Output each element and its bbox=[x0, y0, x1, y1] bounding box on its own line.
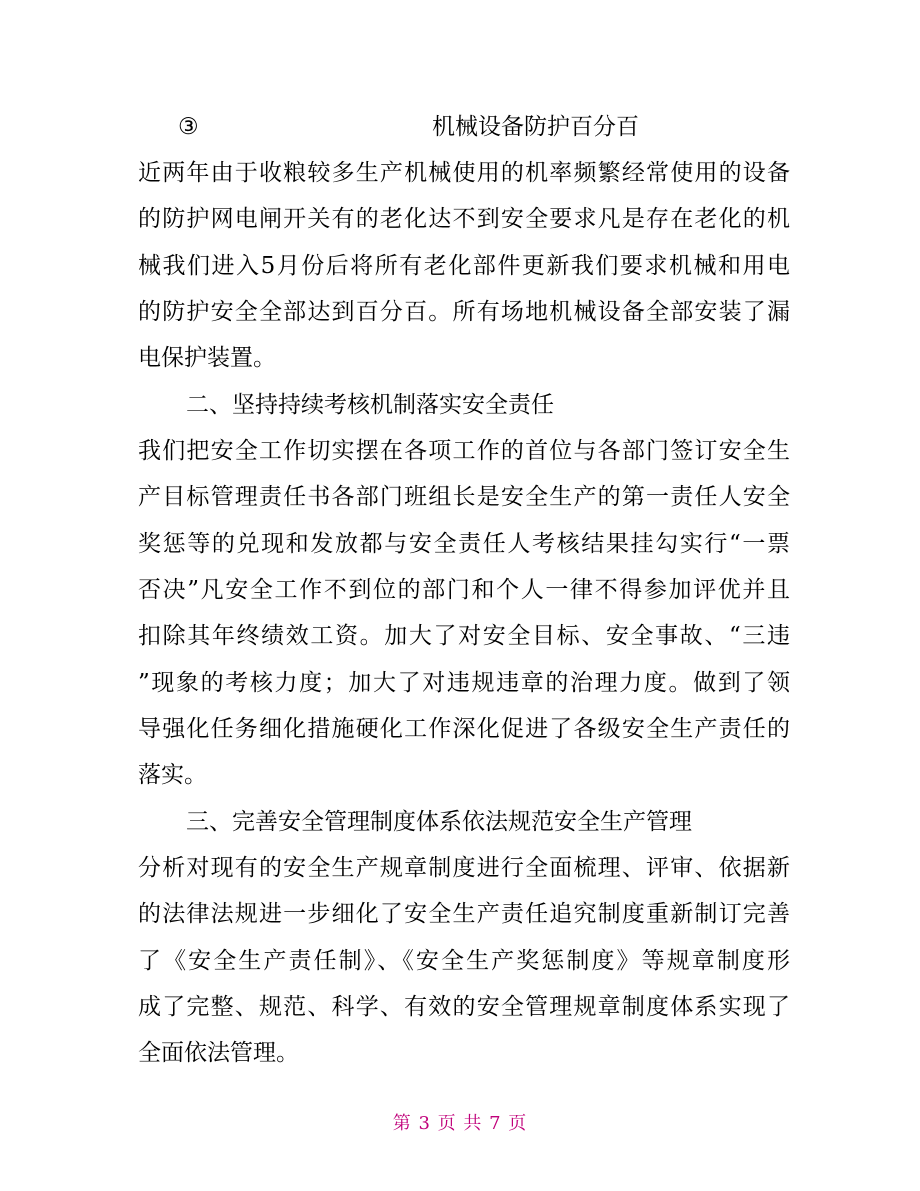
paragraph-line: 产目标管理责任书各部门班组长是安全生产的第一责任人安全 bbox=[138, 484, 790, 510]
section-heading: 三、完善安全管理制度体系依法规范安全生产管理 bbox=[186, 809, 692, 835]
paragraph-line: 械我们进入5月份后将所有老化部件更新我们要求机械和用电 bbox=[138, 253, 790, 279]
paragraph-line: 近两年由于收粮较多生产机械使用的机率频繁经常使用的设备 bbox=[138, 160, 790, 186]
paragraph-line: 我们把安全工作切实摆在各项工作的首位与各部门签订安全生 bbox=[138, 438, 790, 464]
section-heading: 二、坚持持续考核机制落实安全责任 bbox=[186, 392, 554, 418]
paragraph-line: 分析对现有的安全生产规章制度进行全面梳理、评审、依据新 bbox=[138, 855, 790, 881]
paragraph-line: 全面依法管理。 bbox=[138, 1040, 299, 1066]
paragraph-line: 的防护安全全部达到百分百。所有场地机械设备全部安装了漏 bbox=[138, 299, 790, 325]
paragraph-line: 的防护网电闸开关有的老化达不到安全要求凡是存在老化的机 bbox=[138, 206, 790, 232]
paragraph-line: 扣除其年终绩效工资。加大了对安全目标、安全事故、“三违 bbox=[138, 623, 790, 649]
paragraph-line: 了《安全生产责任制》、《安全生产奖惩制度》等规章制度形 bbox=[138, 948, 790, 974]
paragraph-line: 落实。 bbox=[138, 762, 207, 788]
paragraph-line: 电保护装置。 bbox=[138, 345, 276, 371]
heading-number: ③ bbox=[178, 114, 199, 140]
paragraph-line: 否决”凡安全工作不到位的部门和个人一律不得参加评优并且 bbox=[138, 577, 790, 603]
page-footer: 第 3 页 共 7 页 bbox=[392, 1113, 528, 1134]
paragraph-line: 奖惩等的兑现和发放都与安全责任人考核结果挂勾实行“一票 bbox=[138, 531, 790, 557]
paragraph-line: 的法律法规进一步细化了安全生产责任追究制度重新制订完善 bbox=[138, 901, 790, 927]
paragraph-line: ”现象的考核力度；加大了对违规违章的治理力度。做到了领 bbox=[138, 670, 790, 696]
paragraph-line: 成了完整、规范、科学、有效的安全管理规章制度体系实现了 bbox=[138, 994, 790, 1020]
paragraph-line: 导强化任务细化措施硬化工作深化促进了各级安全生产责任的 bbox=[138, 716, 790, 742]
heading-title: 机械设备防护百分百 bbox=[432, 114, 639, 140]
